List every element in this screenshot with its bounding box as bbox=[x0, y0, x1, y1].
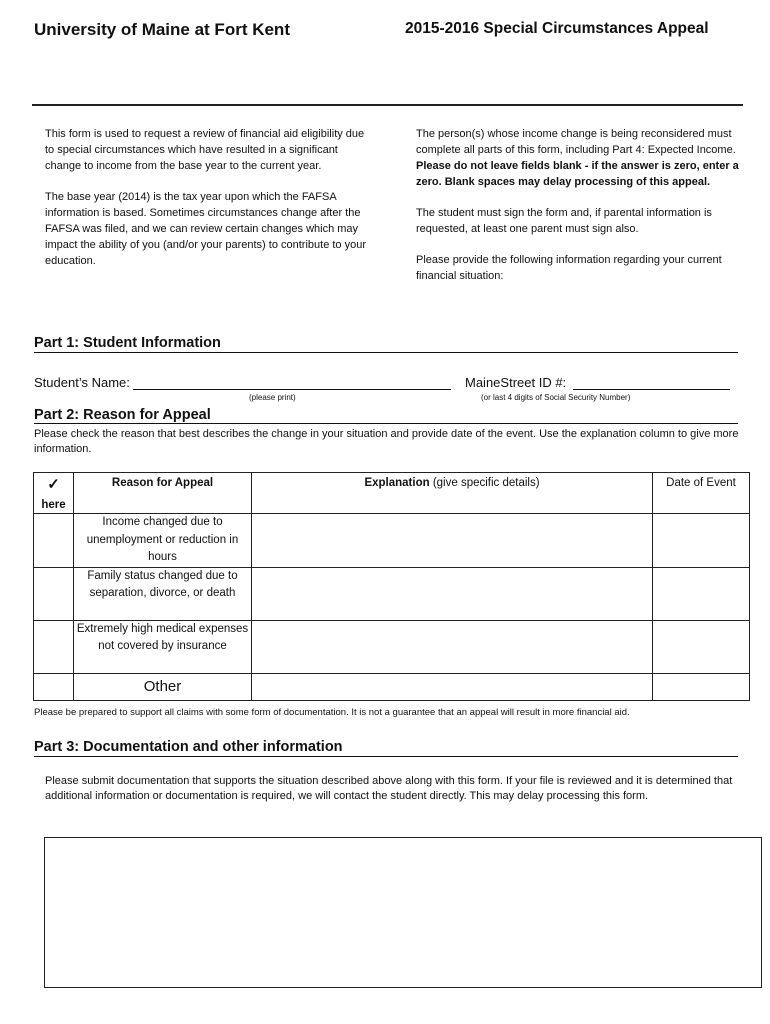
part1-divider bbox=[34, 352, 738, 353]
reason-cell: Extremely high medical expenses not covered by insurance bbox=[74, 620, 252, 673]
table-row bbox=[34, 673, 750, 700]
intro-paragraph: This form is used to request a review of financial aid eligibility due to special circumstances which have resulted in a significant change to income from the base year to the current year. bbox=[45, 128, 365, 172]
explanation-header-label: Explanation bbox=[364, 477, 430, 489]
check-cell[interactable] bbox=[34, 567, 74, 620]
table-row bbox=[34, 514, 750, 568]
school-name: University of Maine at Fort Kent bbox=[34, 20, 290, 39]
part2-divider bbox=[34, 423, 738, 424]
check-cell[interactable] bbox=[34, 620, 74, 673]
explanation-cell[interactable] bbox=[252, 673, 653, 700]
date-cell[interactable] bbox=[653, 673, 750, 700]
part1-title: Part 1: Student Information bbox=[34, 335, 221, 351]
mainestreet-id-field[interactable] bbox=[573, 389, 730, 390]
reason-table bbox=[33, 472, 750, 701]
part3-title: Part 3: Documentation and other information bbox=[34, 739, 343, 755]
explanation-cell[interactable] bbox=[252, 567, 653, 620]
part2-instructions: Please check the reason that best describes the change in your situation and provide date of the event. Use the explanation column to give more information. bbox=[34, 428, 739, 455]
check-cell[interactable] bbox=[34, 514, 74, 568]
mainestreet-id-label: MaineStreet ID #: bbox=[465, 375, 567, 390]
explanation-cell[interactable] bbox=[252, 514, 653, 568]
date-column-header: Date of Event bbox=[653, 473, 750, 514]
explanation-column-header bbox=[252, 473, 653, 514]
check-cell[interactable] bbox=[34, 673, 74, 700]
checkmark-icon: ✓ bbox=[47, 476, 60, 493]
table-row bbox=[34, 567, 750, 620]
student-name-field[interactable] bbox=[133, 389, 451, 390]
part3-instructions: Please submit documentation that supports the situation described above along with this form. If your file is reviewed and it is determined that additional information or documentation is required, we will contact the student directly. This may delay processing this form. bbox=[45, 775, 733, 802]
part3-divider bbox=[34, 756, 738, 757]
intro-right-column bbox=[416, 126, 741, 299]
table-row bbox=[34, 620, 750, 673]
intro-paragraph: The student must sign the form and, if parental information is requested, at least one parent must sign also. bbox=[416, 207, 712, 235]
reason-column-header: Reason for Appeal bbox=[74, 473, 252, 514]
form-title: 2015-2016 Special Circumstances Appeal bbox=[405, 20, 709, 37]
intro-left-column bbox=[45, 126, 375, 284]
part2-title: Part 2: Reason for Appeal bbox=[34, 407, 211, 423]
mainestreet-id-hint: (or last 4 digits of Social Security Number) bbox=[481, 393, 631, 402]
check-here-label: here bbox=[41, 499, 66, 511]
reason-cell: Family status changed due to separation, divorce, or death bbox=[74, 567, 252, 620]
student-name-hint: (please print) bbox=[249, 393, 296, 402]
documentation-note: Please be prepared to support all claims with some form of documentation. It is not a guarantee that an appeal will result in more financial aid. bbox=[34, 707, 630, 718]
student-name-label: Student’s Name: bbox=[34, 375, 130, 390]
intro-paragraph: Please provide the following information regarding your current financial situation: bbox=[416, 254, 722, 282]
explanation-header-hint: (give specific details) bbox=[429, 477, 540, 489]
check-column-header bbox=[34, 473, 74, 514]
explanation-cell[interactable] bbox=[252, 620, 653, 673]
intro-paragraph: The base year (2014) is the tax year upon which the FAFSA information is based. Sometimes circumstances change after the FAFSA was filed, and we can review certain changes which may impact the ability of you (and/or your parents) to contribute to your education. bbox=[45, 191, 366, 267]
intro-paragraph bbox=[416, 126, 741, 190]
header-divider bbox=[32, 104, 743, 106]
date-cell[interactable] bbox=[653, 567, 750, 620]
date-cell[interactable] bbox=[653, 514, 750, 568]
date-cell[interactable] bbox=[653, 620, 750, 673]
intro-warning: Please do not leave fields blank - if the answer is zero, enter a zero. Blank spaces may delay processing of this appeal. bbox=[416, 160, 739, 188]
documentation-textbox[interactable] bbox=[44, 837, 762, 988]
intro-text: The person(s) whose income change is being reconsidered must complete all parts of this form, including Part 4: Expected Income. bbox=[416, 128, 736, 156]
table-header-row bbox=[34, 473, 750, 514]
reason-cell: Other bbox=[74, 673, 252, 700]
reason-cell: Income changed due to unemployment or reduction in hours bbox=[74, 514, 252, 568]
